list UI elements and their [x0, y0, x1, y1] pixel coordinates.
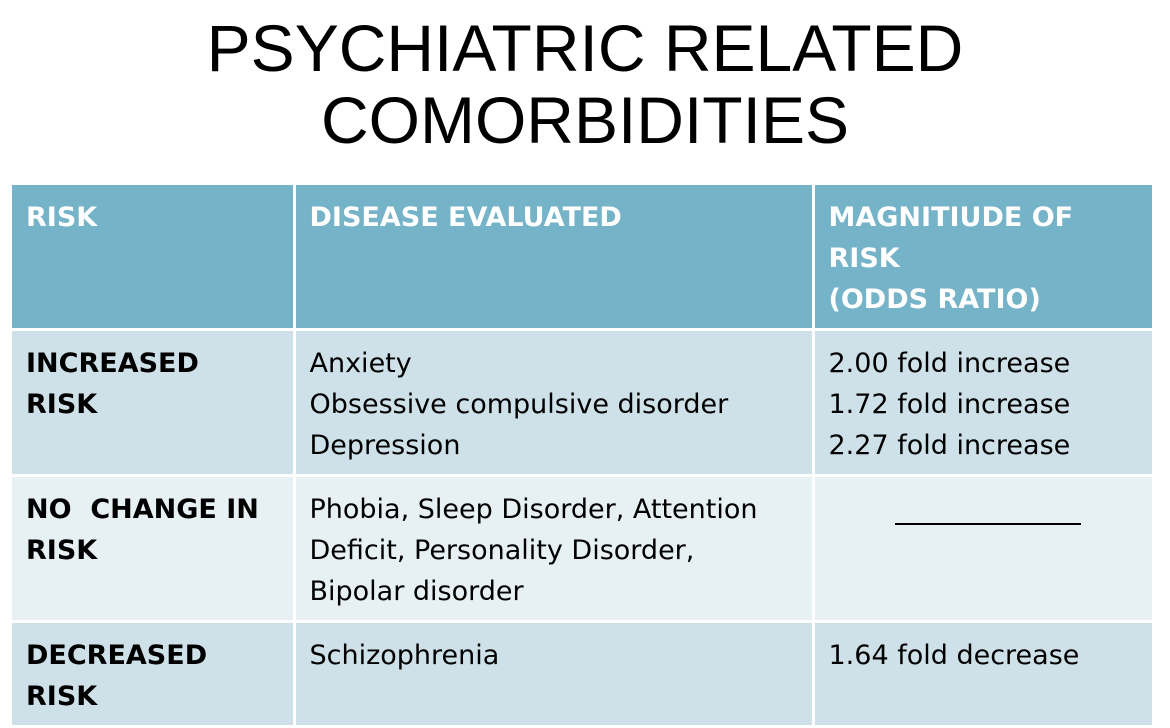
magnitude-cell: 1.64 fold decrease: [813, 622, 1152, 727]
header-disease-evaluated: DISEASE EVALUATED: [294, 185, 813, 330]
risk-cell: INCREASED RISK: [12, 330, 294, 476]
risk-cell: NO CHANGE IN RISK: [12, 476, 294, 622]
table-row-no-change-in-risk: [12, 476, 1152, 622]
comorbidity-table: [12, 185, 1152, 728]
slide-title-line-1: PSYCHIATRIC RELATED: [206, 11, 964, 85]
blank-underline: [895, 523, 1081, 525]
magnitude-cell: 2.00 fold increase 1.72 fold increase 2.27 fold increase: [813, 330, 1152, 476]
header-risk: RISK: [12, 185, 294, 330]
header-magnitude-of-risk: MAGNITIUDE OF RISK (ODDS RATIO): [813, 185, 1152, 330]
table-row-increased-risk: [12, 330, 1152, 476]
risk-cell: DECREASED RISK: [12, 622, 294, 727]
slide-title-line-2: COMORBIDITIES: [320, 83, 850, 157]
slide-title: [0, 12, 1170, 156]
table-header-row: [12, 185, 1152, 330]
disease-cell: Anxiety Obsessive compulsive disorder Depression: [294, 330, 813, 476]
magnitude-cell-blank: [813, 476, 1152, 622]
disease-cell: Schizophrenia: [294, 622, 813, 727]
table-row-decreased-risk: [12, 622, 1152, 727]
disease-cell: Phobia, Sleep Disorder, Attention Deficit, Personality Disorder, Bipolar disorder: [294, 476, 813, 622]
